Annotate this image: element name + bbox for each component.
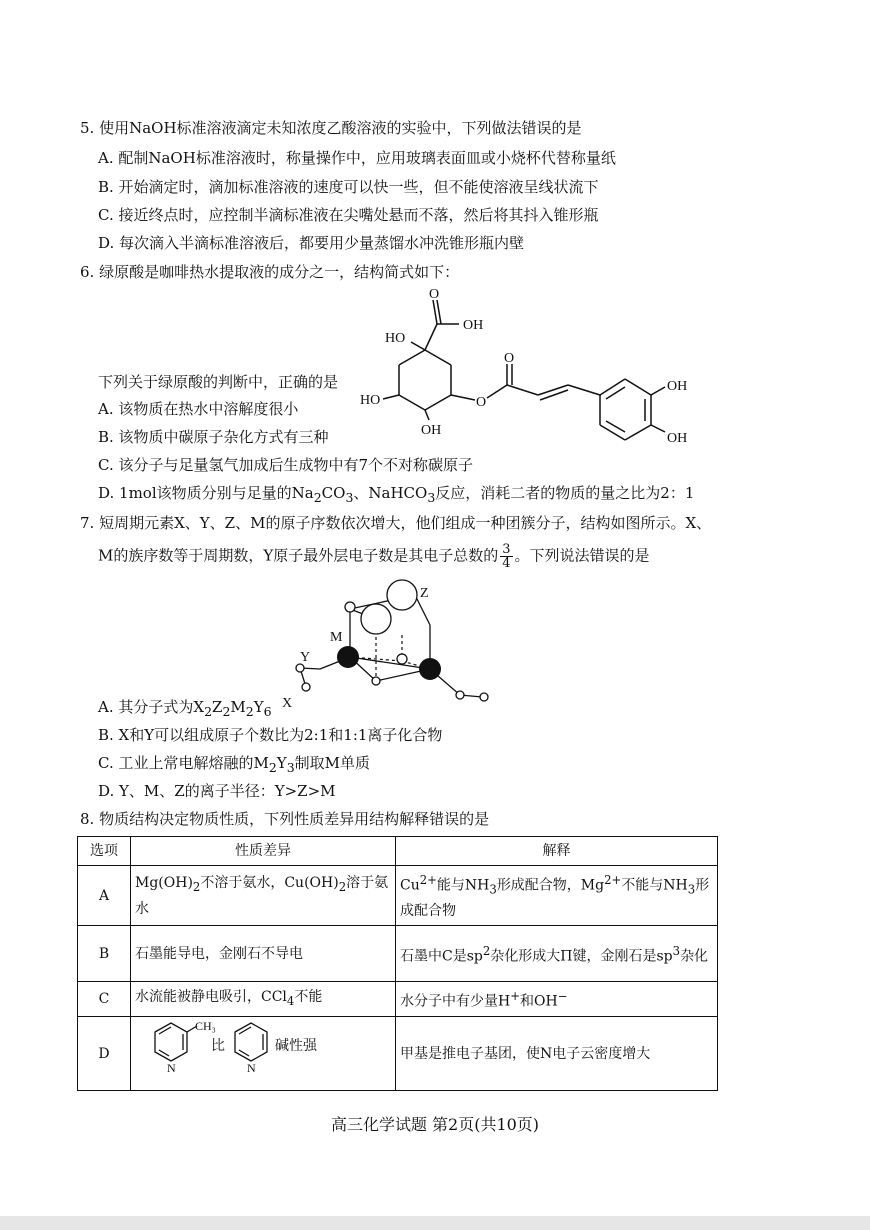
q7-option-d: D. Y、M、Z的离子半径：Y>Z>M bbox=[98, 782, 336, 800]
q6-option-b: B. 该物质中碳原子杂化方式有三种 bbox=[98, 428, 329, 446]
row-b-option: B bbox=[78, 926, 131, 982]
label-carbonyl-o: O bbox=[429, 287, 440, 302]
q7-stem-line1: 7. 短周期元素X、Y、Z、M的原子序数依次增大，他们组成一种团簇分子，结构如图所示。X、 bbox=[80, 514, 712, 532]
q6-option-d: D. 1mol该物质分别与足量的$Na_2CO_3$、NaHCO$_3$反应，消耗二者的物质的量之比为2：1 bbox=[98, 484, 695, 505]
label-ester-carbonyl-o: O bbox=[504, 351, 515, 366]
label-y: Y bbox=[300, 650, 311, 665]
row-a-option: A bbox=[78, 866, 131, 926]
q8-table bbox=[77, 836, 718, 1091]
cluster-molecule-diagram bbox=[270, 573, 510, 713]
row-b-explanation: 石墨中C是$sp^2$杂化形成大Π键，金刚石是$sp^3$杂化 bbox=[396, 926, 718, 982]
table-row bbox=[78, 982, 718, 1017]
q8-stem: 8. 物质结构决定物质性质，下列性质差异用结构解释错误的是 bbox=[80, 810, 490, 828]
fraction-three-quarters: $\frac{3}{4}$ bbox=[502, 542, 511, 571]
row-d-explanation: 甲基是推电子基团，使N电子云密度增大 bbox=[396, 1017, 718, 1091]
q7-option-b: B. X和Y可以组成原子个数比为2:1和1:1离子化合物 bbox=[98, 726, 443, 744]
row-b-property: 石墨能导电，金刚石不导电 bbox=[131, 926, 396, 982]
q5-option-d: D. 每次滴入半滴标准溶液后，都要用少量蒸馏水冲洗锥形瓶内壁 bbox=[98, 234, 525, 252]
q5-option-a: A. 配制NaOH标准溶液时，称量操作中，应用玻璃表面皿或小烧杯代替称量纸 bbox=[98, 149, 616, 167]
label-phenol-oh-2: OH bbox=[667, 431, 688, 446]
q7-stem-line2: M的族序数等于周期数，Y原子最外层电子数是其电子总数的 $\frac{3}{4}$ 。下列说法错误的是 bbox=[98, 542, 650, 571]
header-option: 选项 bbox=[78, 837, 131, 866]
methylpyridine-vs-pyridine bbox=[135, 1020, 385, 1080]
table-row bbox=[78, 866, 718, 926]
label-phenol-oh-1: OH bbox=[667, 379, 688, 394]
q7-option-a: A. 其分子式为$X_2Z_2M_2Y_6$ bbox=[98, 698, 272, 719]
q6-option-c: C. 该分子与足量氢气加成后生成物中有7个不对称碳原子 bbox=[98, 456, 474, 474]
basicity-text: 碱性强 bbox=[275, 1038, 317, 1055]
row-a-property: $Mg(OH)_2$不溶于氨水，$Cu(OH)_2$溶于氨水 bbox=[131, 866, 396, 926]
row-c-option: C bbox=[78, 982, 131, 1017]
q6-option-a: A. 该物质在热水中溶解度很小 bbox=[98, 400, 299, 418]
q7-option-c: C. 工业上常电解熔融的$M_2Y_3$制取M单质 bbox=[98, 754, 371, 775]
q5-option-b: B. 开始滴定时，滴加标准溶液的速度可以快一些，但不能使溶液呈线状流下 bbox=[98, 178, 599, 196]
row-c-explanation: 水分子中有少量H+和OH− bbox=[396, 982, 718, 1017]
q5-stem: 5. 使用NaOH标准溶液滴定未知浓度乙酸溶液的实验中，下列做法错误的是 bbox=[80, 119, 582, 137]
table-header-row bbox=[78, 837, 718, 866]
table-row bbox=[78, 1017, 718, 1091]
header-property: 性质差异 bbox=[131, 837, 396, 866]
label-m: M bbox=[330, 630, 343, 645]
row-d-option: D bbox=[78, 1017, 131, 1091]
scan-edge bbox=[0, 1216, 870, 1230]
label-x: X bbox=[282, 696, 293, 711]
label-z: Z bbox=[420, 586, 429, 601]
chlorogenic-acid-structure bbox=[355, 282, 715, 454]
row-c-property: 水流能被静电吸引，CCl$_4$不能 bbox=[131, 982, 396, 1017]
label-left-ho: HO bbox=[360, 393, 381, 408]
q5-option-c: C. 接近终点时，应控制半滴标准液在尖嘴处悬而不落，然后将其抖入锥形瓶 bbox=[98, 206, 599, 224]
row-d-property bbox=[131, 1017, 396, 1091]
pyridine-n-2: N bbox=[247, 1061, 256, 1076]
methyl-label: CH₃ bbox=[195, 1020, 216, 1034]
label-cooh-oh: OH bbox=[463, 318, 484, 333]
q6-prompt: 下列关于绿原酸的判断中，正确的是 bbox=[98, 373, 339, 391]
label-ester-o: O bbox=[476, 395, 487, 410]
row-a-explanation: $Cu^{2+}$能与$NH_3$形成配合物，$Mg^{2+}$不能与$NH_3$形成配合物 bbox=[396, 866, 718, 926]
label-ring-ho: HO bbox=[385, 331, 406, 346]
label-bottom-oh: OH bbox=[421, 423, 442, 438]
page-footer: 高三化学试题 第2页(共10页) bbox=[330, 1115, 540, 1134]
pyridine-n-1: N bbox=[167, 1061, 176, 1076]
header-explanation: 解释 bbox=[396, 837, 718, 866]
q6-stem: 6. 绿原酸是咖啡热水提取液的成分之一，结构简式如下： bbox=[80, 263, 460, 281]
table-row bbox=[78, 926, 718, 982]
comparison-word: 比 bbox=[211, 1038, 225, 1055]
